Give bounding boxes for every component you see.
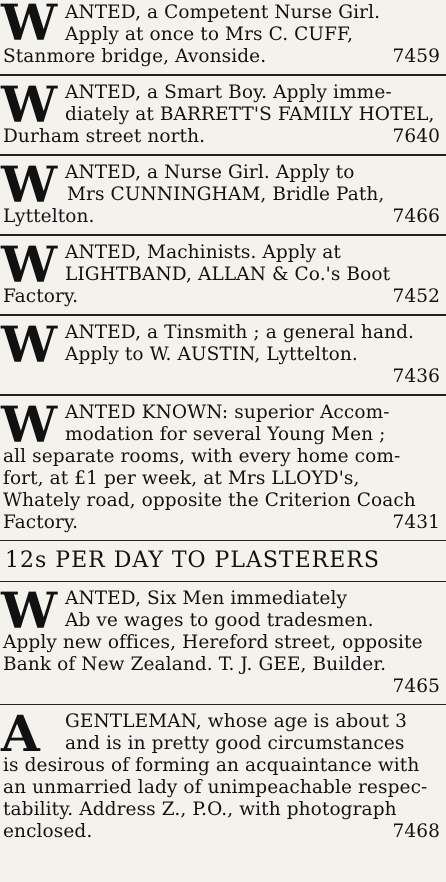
ad-line: fort, at £1 per week, at Mrs LLOYD's, [3, 468, 360, 489]
divider [0, 154, 446, 156]
ad-line: Ab ve wages to good tradesmen. [65, 610, 374, 631]
ad-line: ANTED, Six Men immediately [65, 588, 348, 609]
ad-line: LIGHTBAND, ALLAN & Co.'s Boot [65, 264, 391, 285]
divider [0, 704, 446, 705]
divider [0, 234, 446, 236]
ad-line: Stanmore bridge, Avonside. [3, 46, 267, 67]
ad-line: ANTED, Machinists. Apply at [65, 242, 341, 263]
ad-line: modation for several Young Men ; [65, 424, 386, 445]
ad-line: Lyttelton. [3, 206, 95, 227]
ad-line: Factory. [3, 286, 79, 307]
drop-cap: W [1, 581, 58, 640]
ad-smart-boy [0, 75, 446, 148]
ad-line: Bank of New Zealand. T. J. GEE, Builder. [3, 654, 387, 675]
ad-line: Durham street north. [3, 126, 206, 147]
ad-line: an unmarried lady of unimpeachable respec- [3, 777, 428, 798]
ad-number: 7466 [392, 206, 440, 227]
ad-line: GENTLEMAN, whose age is about 3 [65, 711, 407, 732]
ad-number: 7452 [392, 286, 440, 307]
ad-line: enclosed. [3, 821, 93, 842]
ad-machinists [0, 235, 446, 308]
ad-nurse-girl-cunningham [0, 155, 446, 228]
ad-line: ANTED, a Smart Boy. Apply imme- [65, 82, 392, 103]
divider [0, 74, 446, 76]
drop-cap: W [1, 75, 58, 134]
divider [0, 581, 446, 582]
ad-line: Whately road, opposite the Criterion Coach [3, 490, 416, 511]
ad-line: tability. Address Z., P.O., with photograph [3, 799, 397, 820]
ad-six-men [0, 581, 446, 698]
ad-number: 7468 [392, 821, 440, 842]
drop-cap: A [1, 704, 40, 763]
ad-gentleman [0, 704, 446, 843]
drop-cap: W [1, 315, 58, 374]
ad-line: ANTED, a Tinsmith ; a general hand. [65, 322, 415, 343]
drop-cap: W [1, 395, 58, 454]
ad-line: Factory. [3, 512, 79, 533]
ad-number: 7459 [392, 46, 440, 67]
ad-wanted-known [0, 395, 446, 534]
ad-line: ANTED, a Competent Nurse Girl. [65, 2, 381, 23]
drop-cap: W [1, 0, 58, 52]
ad-number: 7436 [392, 366, 440, 387]
ad-line: ANTED, a Nurse Girl. Apply to [65, 162, 355, 183]
drop-cap: W [1, 155, 58, 214]
ad-line: Apply new offices, Hereford street, opposite [3, 632, 423, 653]
ad-line: is desirous of forming an acquaintance with [3, 755, 420, 776]
plasterers-heading: 12s PER DAY TO PLASTERERS [5, 548, 380, 573]
ad-line: and is in pretty good circumstances [65, 733, 405, 754]
ad-number: 7465 [392, 676, 440, 697]
ad-number: 7640 [392, 126, 440, 147]
drop-cap: W [1, 235, 58, 294]
ad-line: Apply at once to Mrs C. CUFF, [65, 24, 354, 45]
ad-line: ANTED KNOWN: superior Accom- [65, 402, 390, 423]
divider [0, 394, 446, 396]
ad-tinsmith [0, 315, 446, 388]
ad-line: diately at BARRETT'S FAMILY HOTEL, [65, 104, 435, 125]
ad-nurse-girl-cuff [0, 0, 446, 68]
ad-line: all separate rooms, with every home com- [3, 446, 401, 467]
ad-line: Mrs CUNNINGHAM, Bridle Path, [67, 184, 385, 205]
ad-number: 7431 [392, 512, 440, 533]
divider [0, 540, 446, 541]
divider [0, 314, 446, 316]
ad-line: Apply to W. AUSTIN, Lyttelton. [65, 344, 358, 365]
